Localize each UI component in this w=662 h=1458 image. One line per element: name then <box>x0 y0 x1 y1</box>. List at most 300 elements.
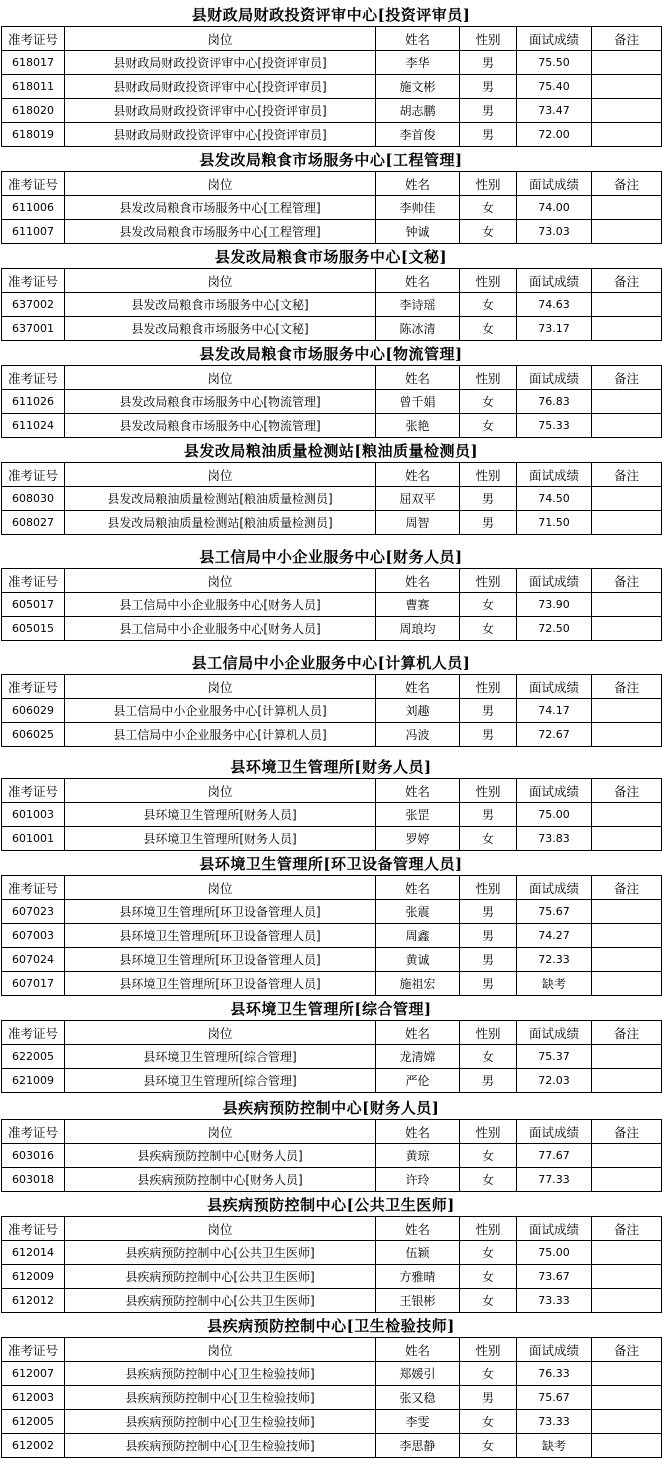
exam-id-cell: 618017 <box>2 51 65 75</box>
table-row <box>2 1069 662 1093</box>
position-cell: 县发改局粮食市场服务中心[物流管理] <box>65 390 376 414</box>
table-row <box>2 99 662 123</box>
position-cell: 县环境卫生管理所[环卫设备管理人员] <box>65 948 376 972</box>
table-row <box>2 1265 662 1289</box>
results-table <box>1 268 662 341</box>
name-cell: 李雯 <box>376 1410 460 1434</box>
score-cell: 76.33 <box>517 1362 592 1386</box>
results-table <box>1 1337 662 1458</box>
gender-cell: 男 <box>460 723 517 747</box>
section-title: 县疾病预防控制中心[财务人员] <box>222 1099 440 1117</box>
header-cell: 备注 <box>592 27 662 51</box>
score-cell: 73.33 <box>517 1289 592 1313</box>
remark-cell <box>592 220 662 244</box>
name-cell: 李帅佳 <box>376 196 460 220</box>
gender-cell: 女 <box>460 593 517 617</box>
position-cell: 县疾病预防控制中心[财务人员] <box>65 1144 376 1168</box>
name-cell: 黄琼 <box>376 1144 460 1168</box>
exam-id-cell: 612007 <box>2 1362 65 1386</box>
header-cell: 备注 <box>592 1217 662 1241</box>
remark-cell <box>592 99 662 123</box>
table-row <box>2 196 662 220</box>
section-title: 县工信局中小企业服务中心[计算机人员] <box>191 654 471 672</box>
position-cell: 县环境卫生管理所[财务人员] <box>65 827 376 851</box>
score-cell: 75.00 <box>517 1241 592 1265</box>
position-cell: 县环境卫生管理所[环卫设备管理人员] <box>65 924 376 948</box>
remark-cell <box>592 1386 662 1410</box>
gender-cell: 女 <box>460 390 517 414</box>
header-cell: 姓名 <box>376 569 460 593</box>
score-cell: 74.00 <box>517 196 592 220</box>
name-cell: 施文彬 <box>376 75 460 99</box>
gender-cell: 女 <box>460 1362 517 1386</box>
section-title: 县环境卫生管理所[综合管理] <box>230 1000 432 1018</box>
exam-id-cell: 612003 <box>2 1386 65 1410</box>
score-cell: 75.33 <box>517 414 592 438</box>
gender-cell: 男 <box>460 699 517 723</box>
position-cell: 县环境卫生管理所[综合管理] <box>65 1069 376 1093</box>
position-cell: 县环境卫生管理所[综合管理] <box>65 1045 376 1069</box>
gender-cell: 男 <box>460 972 517 996</box>
table-row <box>2 827 662 851</box>
score-cell: 72.00 <box>517 123 592 147</box>
header-cell: 备注 <box>592 1120 662 1144</box>
gender-cell: 男 <box>460 803 517 827</box>
header-cell: 性别 <box>460 876 517 900</box>
exam-id-cell: 608027 <box>2 511 65 535</box>
header-cell: 性别 <box>460 366 517 390</box>
header-cell: 面试成绩 <box>517 1338 592 1362</box>
table-header-row <box>2 1217 662 1241</box>
remark-cell <box>592 317 662 341</box>
gender-cell: 男 <box>460 99 517 123</box>
table-row <box>2 803 662 827</box>
name-cell: 龙清嫦 <box>376 1045 460 1069</box>
header-cell: 性别 <box>460 1338 517 1362</box>
header-cell: 面试成绩 <box>517 269 592 293</box>
score-cell: 77.67 <box>517 1144 592 1168</box>
header-cell: 面试成绩 <box>517 1217 592 1241</box>
section-title: 县疾病预防控制中心[卫生检验技师] <box>207 1317 455 1335</box>
remark-cell <box>592 196 662 220</box>
remark-cell <box>592 723 662 747</box>
header-cell: 性别 <box>460 172 517 196</box>
table-row <box>2 293 662 317</box>
header-cell: 岗位 <box>65 1021 376 1045</box>
gender-cell: 女 <box>460 1045 517 1069</box>
name-cell: 严伦 <box>376 1069 460 1093</box>
table-row <box>2 1144 662 1168</box>
header-cell: 备注 <box>592 876 662 900</box>
position-cell: 县财政局财政投资评审中心[投资评审员] <box>65 51 376 75</box>
name-cell: 刘趣 <box>376 699 460 723</box>
exam-id-cell: 622005 <box>2 1045 65 1069</box>
table-header-row <box>2 27 662 51</box>
exam-id-cell: 605015 <box>2 617 65 641</box>
score-cell: 73.47 <box>517 99 592 123</box>
exam-id-cell: 606029 <box>2 699 65 723</box>
name-cell: 张艳 <box>376 414 460 438</box>
table-header-row <box>2 366 662 390</box>
header-cell: 面试成绩 <box>517 366 592 390</box>
header-cell: 姓名 <box>376 463 460 487</box>
results-table <box>1 875 662 996</box>
header-cell: 岗位 <box>65 1120 376 1144</box>
score-cell: 75.67 <box>517 900 592 924</box>
position-cell: 县环境卫生管理所[环卫设备管理人员] <box>65 972 376 996</box>
position-cell: 县工信局中小企业服务中心[计算机人员] <box>65 699 376 723</box>
table-row <box>2 51 662 75</box>
score-cell: 73.67 <box>517 1265 592 1289</box>
header-cell: 岗位 <box>65 1338 376 1362</box>
table-row <box>2 1289 662 1313</box>
header-cell: 面试成绩 <box>517 876 592 900</box>
remark-cell <box>592 487 662 511</box>
gender-cell: 男 <box>460 900 517 924</box>
exam-id-cell: 612009 <box>2 1265 65 1289</box>
header-cell: 准考证号 <box>2 569 65 593</box>
remark-cell <box>592 948 662 972</box>
gender-cell: 男 <box>460 1069 517 1093</box>
header-cell: 姓名 <box>376 366 460 390</box>
header-cell: 面试成绩 <box>517 27 592 51</box>
position-cell: 县疾病预防控制中心[公共卫生医师] <box>65 1241 376 1265</box>
score-cell: 72.03 <box>517 1069 592 1093</box>
header-cell: 准考证号 <box>2 675 65 699</box>
table-header-row <box>2 172 662 196</box>
position-cell: 县财政局财政投资评审中心[投资评审员] <box>65 99 376 123</box>
header-cell: 姓名 <box>376 1217 460 1241</box>
header-cell: 姓名 <box>376 779 460 803</box>
name-cell: 伍颖 <box>376 1241 460 1265</box>
gender-cell: 男 <box>460 511 517 535</box>
score-cell: 缺考 <box>517 1434 592 1458</box>
table-row <box>2 924 662 948</box>
score-cell: 77.33 <box>517 1168 592 1192</box>
exam-id-cell: 607024 <box>2 948 65 972</box>
header-cell: 备注 <box>592 675 662 699</box>
score-cell: 缺考 <box>517 972 592 996</box>
name-cell: 屈双平 <box>376 487 460 511</box>
score-cell: 71.50 <box>517 511 592 535</box>
gender-cell: 女 <box>460 1168 517 1192</box>
score-cell: 73.90 <box>517 593 592 617</box>
header-cell: 姓名 <box>376 876 460 900</box>
exam-id-cell: 612014 <box>2 1241 65 1265</box>
gender-cell: 女 <box>460 1289 517 1313</box>
score-cell: 72.33 <box>517 948 592 972</box>
position-cell: 县财政局财政投资评审中心[投资评审员] <box>65 75 376 99</box>
table-row <box>2 593 662 617</box>
header-cell: 准考证号 <box>2 1120 65 1144</box>
section-title: 县工信局中小企业服务中心[财务人员] <box>199 548 463 566</box>
table-row <box>2 220 662 244</box>
exam-id-cell: 611006 <box>2 196 65 220</box>
results-table <box>1 1119 662 1192</box>
score-cell: 74.27 <box>517 924 592 948</box>
header-cell: 姓名 <box>376 1021 460 1045</box>
remark-cell <box>592 803 662 827</box>
gender-cell: 女 <box>460 827 517 851</box>
table-row <box>2 900 662 924</box>
table-header-row <box>2 876 662 900</box>
remark-cell <box>592 511 662 535</box>
header-cell: 准考证号 <box>2 27 65 51</box>
header-cell: 准考证号 <box>2 463 65 487</box>
header-cell: 岗位 <box>65 172 376 196</box>
name-cell: 李华 <box>376 51 460 75</box>
position-cell: 县发改局粮油质量检测站[粮油质量检测员] <box>65 487 376 511</box>
table-row <box>2 1362 662 1386</box>
gender-cell: 男 <box>460 1386 517 1410</box>
header-cell: 性别 <box>460 1120 517 1144</box>
header-cell: 准考证号 <box>2 1217 65 1241</box>
position-cell: 县疾病预防控制中心[公共卫生医师] <box>65 1265 376 1289</box>
position-cell: 县发改局粮食市场服务中心[文秘] <box>65 317 376 341</box>
score-cell: 75.67 <box>517 1386 592 1410</box>
table-header-row <box>2 779 662 803</box>
gender-cell: 女 <box>460 1144 517 1168</box>
remark-cell <box>592 1362 662 1386</box>
table-row <box>2 75 662 99</box>
header-cell: 备注 <box>592 569 662 593</box>
remark-cell <box>592 827 662 851</box>
name-cell: 许玲 <box>376 1168 460 1192</box>
exam-id-cell: 605017 <box>2 593 65 617</box>
position-cell: 县发改局粮食市场服务中心[工程管理] <box>65 196 376 220</box>
table-row <box>2 1241 662 1265</box>
header-cell: 备注 <box>592 1338 662 1362</box>
name-cell: 李首俊 <box>376 123 460 147</box>
gender-cell: 男 <box>460 51 517 75</box>
header-cell: 性别 <box>460 569 517 593</box>
position-cell: 县环境卫生管理所[财务人员] <box>65 803 376 827</box>
name-cell: 冯波 <box>376 723 460 747</box>
remark-cell <box>592 972 662 996</box>
remark-cell <box>592 1069 662 1093</box>
header-cell: 姓名 <box>376 269 460 293</box>
header-cell: 姓名 <box>376 675 460 699</box>
gender-cell: 女 <box>460 414 517 438</box>
header-cell: 面试成绩 <box>517 779 592 803</box>
header-cell: 姓名 <box>376 1120 460 1144</box>
table-row <box>2 123 662 147</box>
name-cell: 郑媛引 <box>376 1362 460 1386</box>
name-cell: 周智 <box>376 511 460 535</box>
results-table <box>1 365 662 438</box>
score-cell: 72.67 <box>517 723 592 747</box>
name-cell: 周琅均 <box>376 617 460 641</box>
exam-id-cell: 607003 <box>2 924 65 948</box>
remark-cell <box>592 390 662 414</box>
exam-id-cell: 612002 <box>2 1434 65 1458</box>
position-cell: 县疾病预防控制中心[卫生检验技师] <box>65 1386 376 1410</box>
results-table <box>1 568 662 641</box>
exam-id-cell: 618011 <box>2 75 65 99</box>
results-table <box>1 26 662 147</box>
gender-cell: 女 <box>460 617 517 641</box>
gender-cell: 女 <box>460 1241 517 1265</box>
exam-id-cell: 601001 <box>2 827 65 851</box>
header-cell: 备注 <box>592 366 662 390</box>
results-table <box>1 1020 662 1093</box>
exam-id-cell: 612005 <box>2 1410 65 1434</box>
name-cell: 张震 <box>376 900 460 924</box>
section-title: 县环境卫生管理所[财务人员] <box>230 758 432 776</box>
score-cell: 75.00 <box>517 803 592 827</box>
section-title: 县发改局粮食市场服务中心[工程管理] <box>199 151 463 169</box>
remark-cell <box>592 75 662 99</box>
table-row <box>2 1386 662 1410</box>
header-cell: 姓名 <box>376 1338 460 1362</box>
header-cell: 岗位 <box>65 463 376 487</box>
header-cell: 性别 <box>460 463 517 487</box>
header-cell: 面试成绩 <box>517 1021 592 1045</box>
header-cell: 准考证号 <box>2 876 65 900</box>
exam-id-cell: 606025 <box>2 723 65 747</box>
remark-cell <box>592 1289 662 1313</box>
header-cell: 岗位 <box>65 27 376 51</box>
score-cell: 74.50 <box>517 487 592 511</box>
name-cell: 曾千娟 <box>376 390 460 414</box>
gender-cell: 男 <box>460 948 517 972</box>
exam-id-cell: 612012 <box>2 1289 65 1313</box>
position-cell: 县疾病预防控制中心[卫生检验技师] <box>65 1410 376 1434</box>
score-cell: 75.37 <box>517 1045 592 1069</box>
gender-cell: 男 <box>460 75 517 99</box>
results-table <box>1 674 662 747</box>
header-cell: 性别 <box>460 675 517 699</box>
header-cell: 岗位 <box>65 779 376 803</box>
table-row <box>2 414 662 438</box>
gender-cell: 女 <box>460 317 517 341</box>
gender-cell: 女 <box>460 220 517 244</box>
remark-cell <box>592 1241 662 1265</box>
exam-id-cell: 621009 <box>2 1069 65 1093</box>
gender-cell: 女 <box>460 1410 517 1434</box>
remark-cell <box>592 51 662 75</box>
header-cell: 面试成绩 <box>517 463 592 487</box>
score-cell: 73.17 <box>517 317 592 341</box>
table-row <box>2 1168 662 1192</box>
header-cell: 性别 <box>460 27 517 51</box>
gender-cell: 女 <box>460 1434 517 1458</box>
exam-id-cell: 601003 <box>2 803 65 827</box>
table-row <box>2 1410 662 1434</box>
table-header-row <box>2 569 662 593</box>
table-header-row <box>2 269 662 293</box>
table-header-row <box>2 1021 662 1045</box>
header-cell: 备注 <box>592 463 662 487</box>
header-cell: 准考证号 <box>2 1021 65 1045</box>
remark-cell <box>592 924 662 948</box>
header-cell: 备注 <box>592 1021 662 1045</box>
remark-cell <box>592 699 662 723</box>
header-cell: 岗位 <box>65 569 376 593</box>
position-cell: 县工信局中小企业服务中心[财务人员] <box>65 593 376 617</box>
exam-id-cell: 607017 <box>2 972 65 996</box>
remark-cell <box>592 293 662 317</box>
exam-id-cell: 608030 <box>2 487 65 511</box>
remark-cell <box>592 593 662 617</box>
score-cell: 73.33 <box>517 1410 592 1434</box>
name-cell: 方雅晴 <box>376 1265 460 1289</box>
header-cell: 岗位 <box>65 269 376 293</box>
table-header-row <box>2 1338 662 1362</box>
header-cell: 性别 <box>460 1021 517 1045</box>
exam-id-cell: 603018 <box>2 1168 65 1192</box>
remark-cell <box>592 1144 662 1168</box>
results-table <box>1 1216 662 1313</box>
score-cell: 76.83 <box>517 390 592 414</box>
position-cell: 县工信局中小企业服务中心[计算机人员] <box>65 723 376 747</box>
gender-cell: 男 <box>460 487 517 511</box>
table-row <box>2 617 662 641</box>
section-title: 县环境卫生管理所[环卫设备管理人员] <box>199 855 463 873</box>
header-cell: 准考证号 <box>2 1338 65 1362</box>
position-cell: 县发改局粮食市场服务中心[物流管理] <box>65 414 376 438</box>
name-cell: 周鑫 <box>376 924 460 948</box>
score-cell: 75.40 <box>517 75 592 99</box>
position-cell: 县疾病预防控制中心[公共卫生医师] <box>65 1289 376 1313</box>
section-title: 县发改局粮食市场服务中心[物流管理] <box>199 345 463 363</box>
position-cell: 县发改局粮油质量检测站[粮油质量检测员] <box>65 511 376 535</box>
remark-cell <box>592 1168 662 1192</box>
position-cell: 县工信局中小企业服务中心[财务人员] <box>65 617 376 641</box>
name-cell: 施祖宏 <box>376 972 460 996</box>
header-cell: 性别 <box>460 269 517 293</box>
remark-cell <box>592 1410 662 1434</box>
score-cell: 72.50 <box>517 617 592 641</box>
results-table <box>1 778 662 851</box>
position-cell: 县疾病预防控制中心[卫生检验技师] <box>65 1362 376 1386</box>
table-header-row <box>2 675 662 699</box>
table-header-row <box>2 1120 662 1144</box>
header-cell: 性别 <box>460 779 517 803</box>
header-cell: 备注 <box>592 269 662 293</box>
score-cell: 73.03 <box>517 220 592 244</box>
name-cell: 钟诚 <box>376 220 460 244</box>
score-cell: 73.83 <box>517 827 592 851</box>
table-row <box>2 699 662 723</box>
position-cell: 县疾病预防控制中心[卫生检验技师] <box>65 1434 376 1458</box>
header-cell: 备注 <box>592 779 662 803</box>
header-cell: 姓名 <box>376 27 460 51</box>
table-header-row <box>2 463 662 487</box>
position-cell: 县财政局财政投资评审中心[投资评审员] <box>65 123 376 147</box>
header-cell: 准考证号 <box>2 269 65 293</box>
table-row <box>2 390 662 414</box>
header-cell: 岗位 <box>65 366 376 390</box>
exam-id-cell: 611026 <box>2 390 65 414</box>
results-table <box>1 171 662 244</box>
gender-cell: 男 <box>460 924 517 948</box>
name-cell: 张又稳 <box>376 1386 460 1410</box>
table-row <box>2 723 662 747</box>
exam-id-cell: 618019 <box>2 123 65 147</box>
remark-cell <box>592 900 662 924</box>
exam-id-cell: 611007 <box>2 220 65 244</box>
results-table <box>1 462 662 535</box>
table-row <box>2 948 662 972</box>
exam-id-cell: 607023 <box>2 900 65 924</box>
remark-cell <box>592 1434 662 1458</box>
header-cell: 面试成绩 <box>517 1120 592 1144</box>
exam-id-cell: 637002 <box>2 293 65 317</box>
remark-cell <box>592 617 662 641</box>
header-cell: 姓名 <box>376 172 460 196</box>
gender-cell: 女 <box>460 1265 517 1289</box>
